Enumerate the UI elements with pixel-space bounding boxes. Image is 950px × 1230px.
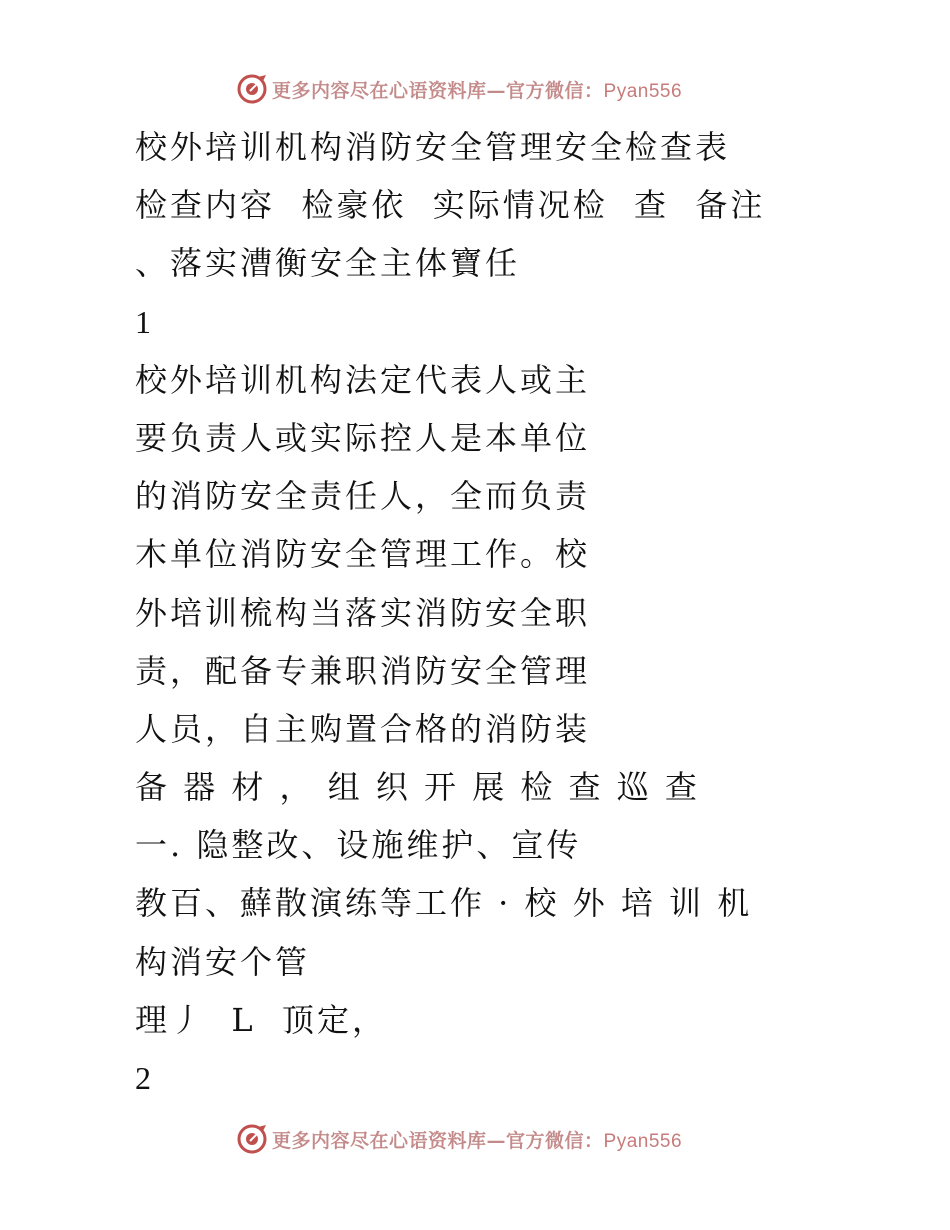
watermark-text: 更多内容尽在心语资料库—官方微信：Pyan556 xyxy=(272,79,683,102)
watermark-text: 更多内容尽在心语资料库—官方微信：Pyan556 xyxy=(272,1129,683,1152)
watermark-footer xyxy=(236,1122,682,1156)
text-line: 理丿 L 顶定， xyxy=(135,1000,387,1039)
text-line: 的消防安全责任人，全而负责 xyxy=(135,477,591,516)
text-line: 外培训梳构当落实消防安全职 xyxy=(135,593,591,632)
item-number: 2 xyxy=(135,1060,151,1096)
table-header-line: 检查内容 检豪依 实际情况检 查 备注 xyxy=(135,186,766,225)
watermark-logo-icon xyxy=(236,73,268,105)
text-line: 要负责人或实际控人是本单位 xyxy=(135,418,591,457)
document-body xyxy=(135,118,835,1107)
doc-title: 校外培训机构消防安全管理安全检查表 xyxy=(135,128,731,166)
text-line: 教百、蘚散演练等工作 · 校 外 培 训 机 xyxy=(135,884,753,923)
text-line: 一. 隐整改、设施维护、宣传 xyxy=(135,826,582,865)
watermark-header xyxy=(236,72,682,106)
item-number: 1 xyxy=(135,303,151,340)
text-line: 校外培训机构法定代表人或主 xyxy=(135,360,591,399)
text-line: 人员，自主购置合格的消防装 xyxy=(135,709,591,748)
text-line: 备 器 材 ， 组 织 开 展 检 查 巡 查 xyxy=(135,768,700,807)
watermark-logo-icon xyxy=(236,1123,268,1155)
text-line: 木单位消防安全管理工作。校 xyxy=(135,535,591,574)
text-line: 责，配备专兼职消防安全管理 xyxy=(135,651,591,690)
text-line: 构消安个管 xyxy=(135,942,311,981)
section-heading: 、落实漕衡安全主体寶任 xyxy=(135,244,521,283)
